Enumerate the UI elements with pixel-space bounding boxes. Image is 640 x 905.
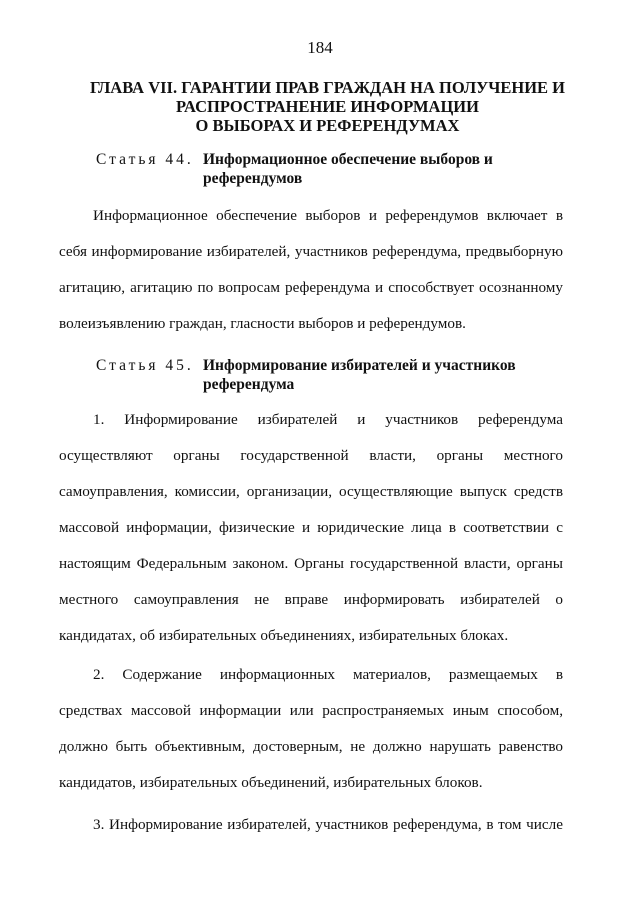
article-45-header [96, 356, 576, 394]
chapter-title-line: О ВЫБОРАХ И РЕФЕРЕНДУМАХ [195, 116, 460, 135]
paragraph-line: Информационное обеспечение выборов и референдумов включает в [93, 207, 563, 224]
article-45-title-line: референдума [203, 376, 295, 393]
paragraph-line: местного самоуправления не вправе информировать избирателей о [59, 591, 563, 608]
paragraph-line: 2. Содержание информационных материалов, размещаемых в [93, 666, 563, 683]
chapter-title-line: РАСПРОСТРАНЕНИЕ ИНФОРМАЦИИ [176, 97, 479, 116]
article-45-title-line: Информирование избирателей и участников [203, 357, 516, 374]
paragraph-line: осуществляют органы государственной власти, органы местного [59, 447, 563, 464]
paragraph-line: массовой информации, физические и юридические лица в соответствии с [59, 519, 563, 536]
paragraph-line: должно быть объективным, достоверным, не должно нарушать равенство [59, 738, 563, 755]
article-44-title-line: Информационное обеспечение выборов и [203, 151, 493, 168]
chapter-title-line: ГЛАВА VII. ГАРАНТИИ ПРАВ ГРАЖДАН НА ПОЛУЧЕНИЕ И [89, 78, 565, 97]
paragraph-line: 3. Информирование избирателей, участников референдума, в том числе [93, 816, 563, 833]
paragraph-line: себя информирование избирателей, участников референдума, предвыборную [59, 243, 563, 260]
paragraph-line: средствах массовой информации или распространяемых иным способом, [59, 702, 563, 719]
article-45-label: Статья 45. [96, 357, 194, 374]
article-44-paragraph [59, 198, 563, 342]
paragraph-line: 1. Информирование избирателей и участников референдума [93, 411, 563, 428]
article-45-title [203, 356, 576, 394]
article-44-header [96, 150, 576, 188]
article-44-label: Статья 44. [96, 151, 194, 168]
paragraph-line: самоуправления, комиссии, организации, осуществляющие выпуск средств [59, 483, 563, 500]
paragraph-line: агитацию, агитацию по вопросам референдума и способствует осознанному [59, 279, 563, 296]
article-44-title-line: референдумов [203, 170, 303, 187]
paragraph-line: кандидатах, об избирательных объединениях, избирательных блоках. [59, 627, 509, 644]
page-number: 184 [307, 38, 333, 57]
article-45-paragraph-1 [59, 402, 563, 654]
paragraph-line: волеизъявлению граждан, гласности выборов и референдумов. [59, 315, 466, 332]
article-45-paragraph-2 [59, 657, 563, 801]
article-44-title [203, 150, 576, 188]
chapter-title [60, 78, 595, 135]
article-45-paragraph-3 [59, 807, 563, 843]
paragraph-line: настоящим Федеральным законом. Органы государственной власти, органы [59, 555, 563, 572]
paragraph-line: кандидатов, избирательных объединений, избирательных блоков. [59, 774, 483, 791]
